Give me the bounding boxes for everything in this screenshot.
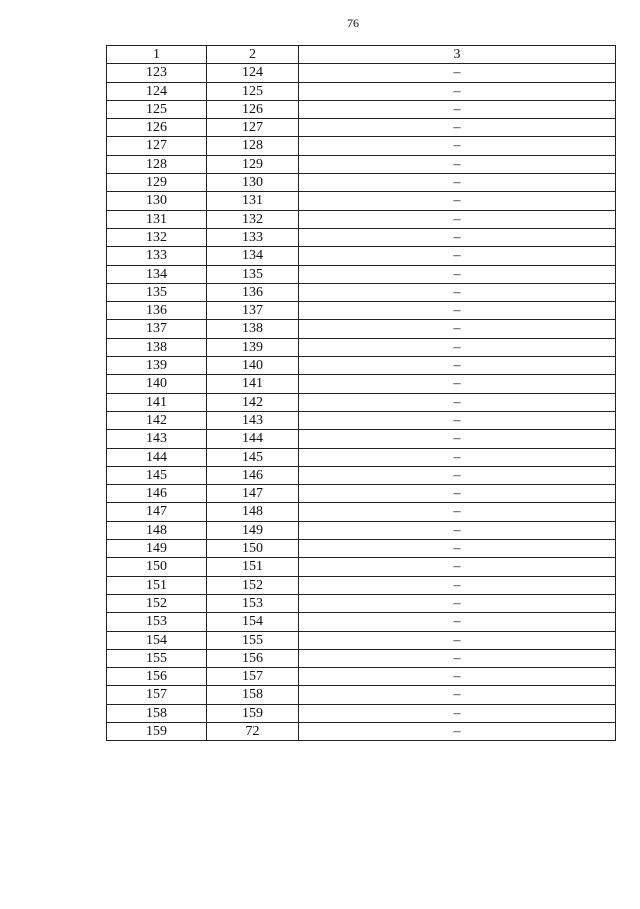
table-cell: – [299,375,616,393]
table-cell: – [299,247,616,265]
table-cell: 131 [207,192,299,210]
column-header: 1 [107,46,207,64]
table-cell: 142 [107,411,207,429]
table-cell: – [299,558,616,576]
table-cell: 144 [107,448,207,466]
table-cell: 127 [107,137,207,155]
table-cell: 126 [107,119,207,137]
table-cell: 146 [107,485,207,503]
table-cell: – [299,210,616,228]
table-cell: 134 [107,265,207,283]
table-cell: 147 [207,485,299,503]
table-row [107,722,616,740]
table-cell: – [299,283,616,301]
table-cell: 155 [207,631,299,649]
table-cell: 141 [107,393,207,411]
data-table [106,45,616,741]
table-cell: 135 [107,283,207,301]
table-cell: – [299,521,616,539]
table-cell: 137 [207,302,299,320]
table-cell: – [299,64,616,82]
table-cell: – [299,576,616,594]
table-cell: – [299,228,616,246]
table-cell: – [299,338,616,356]
table-cell: 145 [107,466,207,484]
table-cell: – [299,668,616,686]
table-cell: – [299,686,616,704]
table-row [107,192,616,210]
table-cell: 150 [107,558,207,576]
table-cell: 139 [107,357,207,375]
table-cell: 124 [207,64,299,82]
table-cell: – [299,265,616,283]
table-cell: 138 [107,338,207,356]
table-cell: – [299,430,616,448]
table-row [107,64,616,82]
table-cell: – [299,119,616,137]
table-row [107,594,616,612]
table-cell: – [299,192,616,210]
table-cell: – [299,448,616,466]
table-cell: 129 [107,174,207,192]
table-cell: – [299,100,616,118]
table-cell: 149 [107,540,207,558]
table-cell: 127 [207,119,299,137]
table-cell: – [299,503,616,521]
table-cell: 157 [107,686,207,704]
table-cell: 128 [107,155,207,173]
table-row [107,119,616,137]
table-row [107,320,616,338]
table-cell: 152 [107,594,207,612]
table-row [107,155,616,173]
table-cell: 123 [107,64,207,82]
table-row [107,668,616,686]
table-cell: – [299,649,616,667]
table-cell: 132 [107,228,207,246]
table-row [107,503,616,521]
table-header-row [107,46,616,64]
table-cell: – [299,357,616,375]
table-cell: – [299,466,616,484]
table-cell: 147 [107,503,207,521]
table-cell: 149 [207,521,299,539]
table-cell: 126 [207,100,299,118]
page-number: 76 [347,16,359,30]
table-cell: 154 [207,613,299,631]
table-cell: 151 [207,558,299,576]
column-header: 3 [299,46,616,64]
table-cell: 135 [207,265,299,283]
table-row [107,228,616,246]
table-cell: – [299,302,616,320]
table-cell: – [299,155,616,173]
table-row [107,338,616,356]
table-cell: 158 [107,704,207,722]
table-row [107,631,616,649]
table-cell: 143 [207,411,299,429]
table-row [107,393,616,411]
table-cell: – [299,704,616,722]
table-cell: 156 [207,649,299,667]
table-cell: 159 [107,722,207,740]
table-cell: 125 [207,82,299,100]
column-header: 2 [207,46,299,64]
table-row [107,283,616,301]
table-row [107,686,616,704]
table-cell: 133 [107,247,207,265]
table-cell: 155 [107,649,207,667]
table-cell: 151 [107,576,207,594]
table-cell: 140 [207,357,299,375]
table-cell: 133 [207,228,299,246]
table-cell: – [299,722,616,740]
table-cell: 152 [207,576,299,594]
table-row [107,613,616,631]
table-row [107,576,616,594]
table-cell: – [299,411,616,429]
table-body [107,64,616,741]
table-row [107,375,616,393]
table-row [107,210,616,228]
table-cell: 141 [207,375,299,393]
table-row [107,558,616,576]
table-row [107,466,616,484]
table-cell: – [299,174,616,192]
table-row [107,649,616,667]
table-cell: 131 [107,210,207,228]
table-cell: 153 [107,613,207,631]
table-row [107,485,616,503]
table-cell: – [299,320,616,338]
table-cell: – [299,137,616,155]
table-cell: 136 [107,302,207,320]
table-row [107,448,616,466]
table-cell: 128 [207,137,299,155]
table-cell: 134 [207,247,299,265]
table-row [107,100,616,118]
table-cell: 154 [107,631,207,649]
table-cell: 130 [207,174,299,192]
table-cell: 145 [207,448,299,466]
table-cell: 156 [107,668,207,686]
table-cell: 144 [207,430,299,448]
table-cell: 148 [207,503,299,521]
table-row [107,430,616,448]
table-cell: 139 [207,338,299,356]
table-cell: 137 [107,320,207,338]
table-cell: – [299,540,616,558]
table-cell: 72 [207,722,299,740]
table-cell: 138 [207,320,299,338]
table-cell: 130 [107,192,207,210]
table-row [107,265,616,283]
table-cell: – [299,485,616,503]
table-row [107,82,616,100]
table-cell: 124 [107,82,207,100]
table-cell: 146 [207,466,299,484]
table-row [107,521,616,539]
table-cell: – [299,631,616,649]
table-cell: 136 [207,283,299,301]
table-cell: – [299,82,616,100]
table-row [107,302,616,320]
table-cell: 129 [207,155,299,173]
table-cell: 153 [207,594,299,612]
table-cell: – [299,594,616,612]
table-cell: 143 [107,430,207,448]
table-cell: 132 [207,210,299,228]
table-cell: 125 [107,100,207,118]
table-cell: 159 [207,704,299,722]
table-cell: – [299,613,616,631]
table-cell: 148 [107,521,207,539]
table-cell: 157 [207,668,299,686]
table-row [107,411,616,429]
table-row [107,540,616,558]
table-row [107,704,616,722]
table-cell: 142 [207,393,299,411]
table-cell: 158 [207,686,299,704]
table-cell: 150 [207,540,299,558]
table-row [107,357,616,375]
table-row [107,137,616,155]
table-cell: 140 [107,375,207,393]
table-row [107,247,616,265]
table-cell: – [299,393,616,411]
table-row [107,174,616,192]
